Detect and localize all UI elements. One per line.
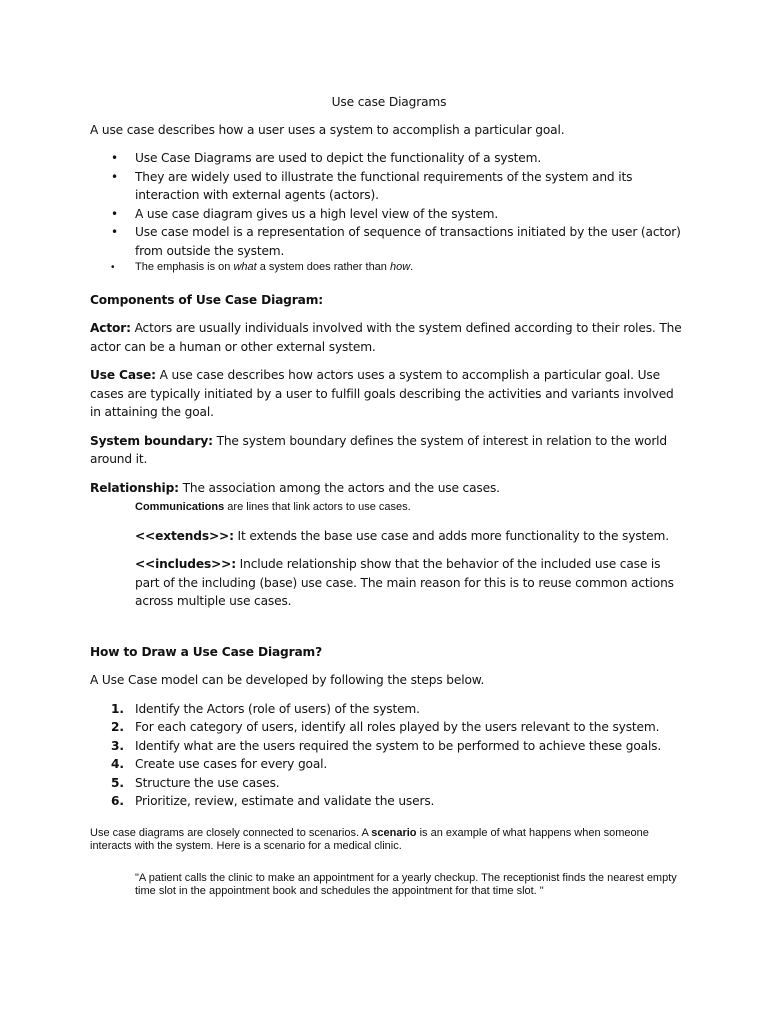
- emphasis-how: how: [389, 261, 411, 273]
- bullet-item: • Use case model is a representation of sequence of transactions initiated by the user (actor) from outside the system.: [135, 223, 688, 260]
- scenario-quote: "A patient calls the clinic to make an appointment for a yearly checkup. The receptionist finds the nearest empty time slot in the appointment book and schedules the appointment for that time slot. ": [135, 871, 677, 897]
- step-number: 5.: [111, 775, 124, 790]
- step-item: [90, 737, 688, 756]
- bullet-item-emphasis: [135, 261, 688, 275]
- extends-text: It extends the base use case and adds more functionality to the system.: [233, 528, 669, 543]
- step-text: Identify the Actors (role of users) of the system.: [135, 701, 420, 716]
- step-number: 6.: [111, 794, 124, 808]
- use-case-paragraph: [90, 366, 688, 422]
- actor-text: Actors are usually individuals involved with the system defined according to their roles. The actor can be a human or other external system.: [90, 321, 682, 354]
- communications-paragraph: [135, 501, 688, 515]
- system-boundary-text: The system boundary defines the system of interest in relation to the world around it.: [90, 433, 667, 466]
- bullet-item: • They are widely used to illustrate the functional requirements of the system and its interaction with external agents (actors).: [135, 168, 688, 205]
- step-item: [90, 755, 688, 774]
- step-text: For each category of users, identify all roles played by the users relevant to the system.: [135, 720, 660, 734]
- actor-paragraph: [90, 319, 688, 356]
- step-item: [90, 718, 688, 737]
- scenario-bold: scenario: [371, 826, 417, 839]
- use-case-text: A use case describes how actors uses a system to accomplish a particular goal. Use cases are typically initiated by a user to fulfill goals describing the activities and variants involved in attaining the goal.: [90, 368, 674, 419]
- howto-intro: A Use Case model can be developed by following the steps below.: [90, 673, 485, 687]
- step-number: 1.: [111, 701, 124, 716]
- relationship-label: Relationship:: [90, 480, 179, 495]
- step-number: 2.: [111, 720, 124, 734]
- bullet-list: [90, 149, 688, 275]
- step-item: [90, 774, 688, 793]
- relationship-paragraph: [90, 479, 688, 498]
- intro-paragraph: A use case describes how a user uses a system to accomplish a particular goal.: [90, 122, 565, 137]
- actor-label: Actor:: [90, 321, 131, 335]
- emphasis-what: what: [233, 261, 257, 273]
- use-case-label: Use Case:: [90, 368, 156, 382]
- step-number: 3.: [111, 738, 124, 753]
- system-boundary-paragraph: [90, 432, 688, 469]
- emphasis-mid: a system does rather than: [256, 261, 390, 273]
- page-title: Use case Diagrams: [331, 95, 447, 109]
- includes-text: Include relationship show that the behavior of the included use case is part of the including (base) use case. The main reason for this is to reuse common actions across multiple use cases.: [135, 557, 674, 608]
- step-text: Create use cases for every goal.: [135, 757, 328, 771]
- step-item: [90, 792, 688, 811]
- includes-label: <<includes>>:: [135, 557, 236, 571]
- components-heading: Components of Use Case Diagram:: [90, 292, 323, 307]
- steps-list: [90, 700, 688, 811]
- extends-paragraph: [135, 527, 688, 546]
- bullet-item: • A use case diagram gives us a high level view of the system.: [135, 205, 688, 224]
- emphasis-post: .: [410, 261, 414, 273]
- step-text: Structure the use cases.: [135, 775, 280, 790]
- scenario-pre: Use case diagrams are closely connected to scenarios. A: [90, 826, 372, 839]
- scenario-paragraph: [90, 827, 688, 854]
- includes-paragraph: [135, 555, 688, 611]
- emphasis-pre: The emphasis is on: [135, 261, 234, 273]
- system-boundary-label: System boundary:: [90, 433, 213, 448]
- bullet-item: • Use Case Diagrams are used to depict the functionality of a system.: [135, 149, 688, 168]
- relationship-text: The association among the actors and the use cases.: [178, 480, 500, 495]
- step-text: Prioritize, review, estimate and validate the users.: [135, 794, 435, 808]
- relationship-details: [90, 501, 688, 611]
- communications-text: are lines that link actors to use cases.: [224, 501, 411, 513]
- step-number: 4.: [111, 757, 124, 771]
- extends-label: <<extends>>:: [135, 528, 234, 543]
- step-text: Identify what are the users required the system to be performed to achieve these goals.: [135, 738, 662, 753]
- scenario-post: is an example of what happens when someone interacts with the system. Here is a scenario for a medical clinic.: [90, 826, 649, 852]
- howto-heading: How to Draw a Use Case Diagram?: [90, 644, 323, 659]
- communications-label: Communications: [135, 501, 225, 513]
- step-item: [90, 700, 688, 719]
